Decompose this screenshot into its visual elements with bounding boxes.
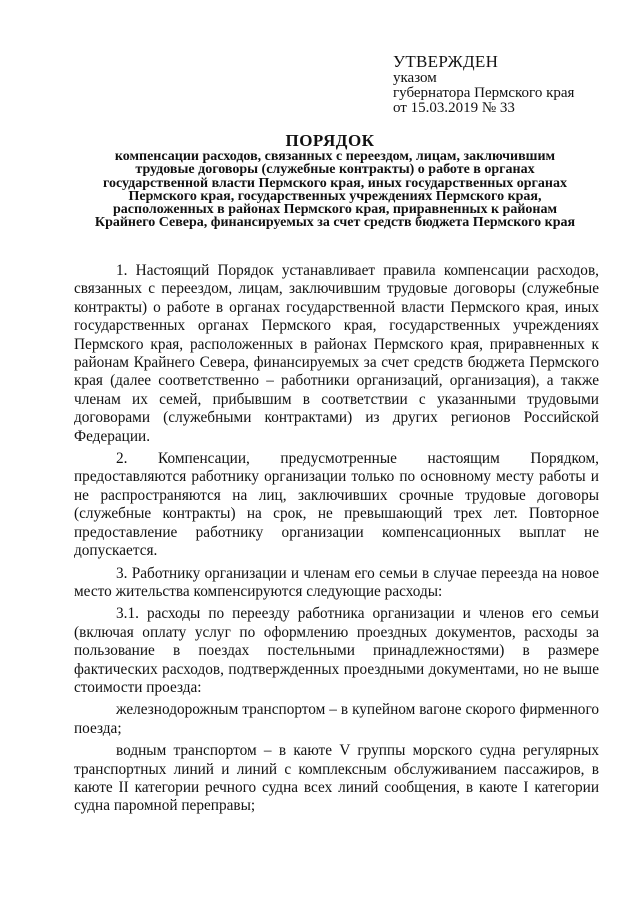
paragraph: 3. Работнику организации и членам его семьи в случае переезда на новое место жительства компенсируются следующие расходы: bbox=[74, 564, 599, 600]
document-subtitle: компенсации расходов, связанных с переездом, лицам, заключившим трудовые договоры (служебные контракты) о работе в органах государственной власти Пермского края, иных государственных органах Пермского края, государственных учреждениях Пермского края, расположенных в районах Пермского края, приравненных к районам Крайнего Севера, финансируемых за счет средств бюджета Пермского края bbox=[94, 149, 576, 231]
paragraph: 1. Настоящий Порядок устанавливает правила компенсации расходов, связанных с переездом, лицам, заключившим трудовые договоры (служебные контракты) о работе в органах государственной власти Пермского края, иных государственных органах Пермского края, государственных учреждениях Пермского края, расположенных в районах Пермского края, приравненных к районам Крайнего Севера, финансируемых за счет средств бюджета Пермского края (далее соответственно – работники организаций, организация), а также членам их семей, прибывшим в соответствии с указанными трудовыми договорами (служебными контрактами) из других регионов Российской Федерации. bbox=[74, 262, 599, 445]
approval-stamp bbox=[393, 52, 574, 116]
approval-line: губернатора Пермского края bbox=[393, 85, 575, 101]
document-title: ПОРЯДОК bbox=[285, 131, 375, 150]
approval-line: от 15.03.2019 № 33 bbox=[393, 100, 515, 116]
approval-line: указом bbox=[393, 70, 437, 86]
document-body bbox=[74, 262, 599, 820]
paragraph: 2. Компенсации, предусмотренные настоящим Порядком, предоставляются работнику организации только по основному месту работы и не распространяются на лиц, заключивших срочные трудовые договоры (служебные контракты) на срок, не превышающий трех лет. Повторное предоставление работнику организации компенсационных выплат не допускается. bbox=[74, 450, 599, 560]
approval-title: УТВЕРЖДЕН bbox=[393, 52, 499, 71]
paragraph: водным транспортом – в каюте V группы морского судна регулярных транспортных линий и линий с комплексным обслуживанием пассажиров, в каюте II категории речного судна всех линий сообщения, в каюте I категории судна паромной переправы; bbox=[74, 742, 599, 815]
paragraph: железнодорожным транспортом – в купейном вагоне скорого фирменного поезда; bbox=[74, 701, 599, 737]
paragraph: 3.1. расходы по переезду работника организации и членов его семьи (включая оплату услуг по оформлению проездных документов, расходы за пользование в поездах постельными принадлежностями) в размере фактических расходов, подтвержденных проездными документами, но не выше стоимости проезда: bbox=[74, 605, 599, 696]
